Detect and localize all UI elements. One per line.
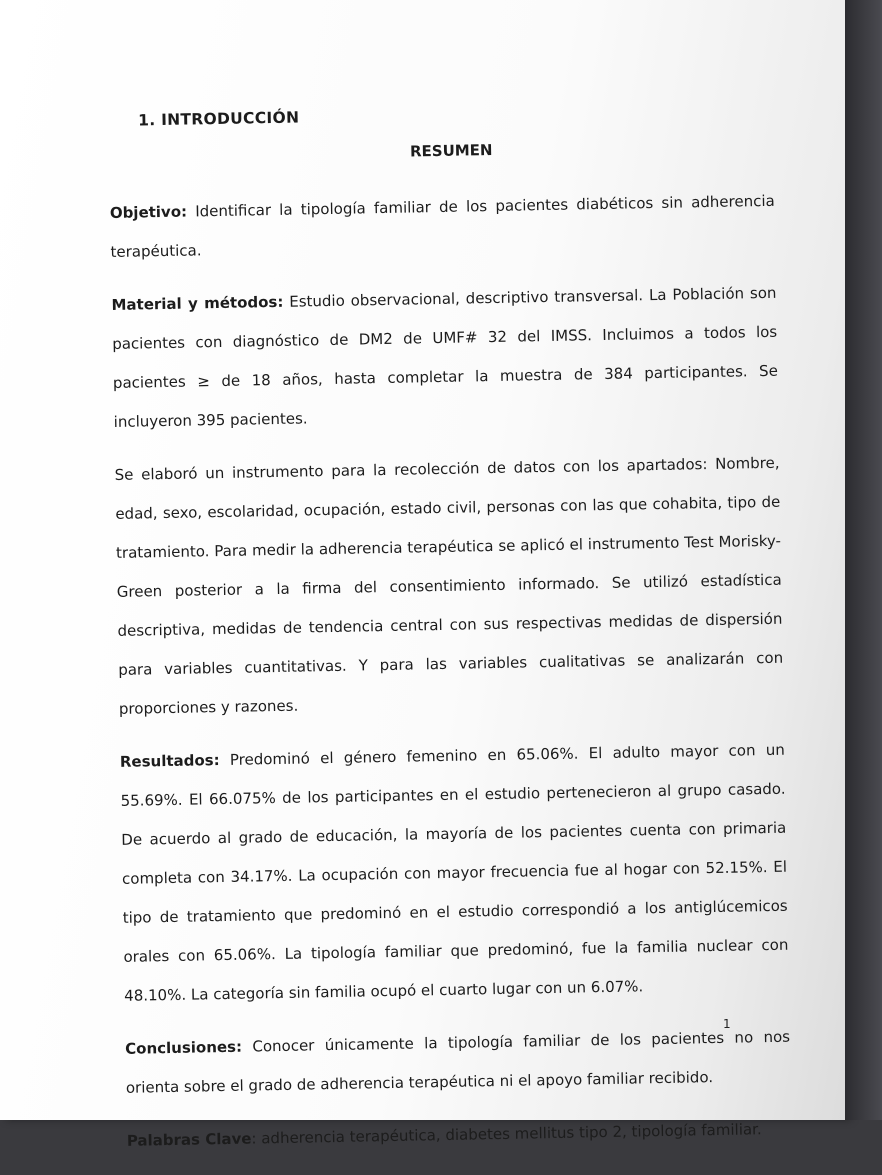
- page-number: 1: [723, 1017, 731, 1031]
- paragraph-instrumento: [114, 444, 784, 729]
- paragraph-objetivo: [110, 182, 776, 272]
- section-heading: 1. INTRODUCCIÓN: [137, 108, 300, 130]
- text-objetivo: Identificar la tipología familiar de los pacientes diabéticos sin adherencia terapéutica.: [110, 191, 775, 261]
- label-resultados: Resultados:: [119, 751, 220, 771]
- text-instrumento: Se elaboró un instrumento para la recolección de datos con los apartados: Nombre, edad, sexo, escolaridad, ocupación, estado civil, personas con las que cohabita, tipo de tratamiento. Para medir la adherencia terapéutica se aplicó el instrumento Test Morisky-Green posterior a la firma del consentimiento informado. Se utilizó estadística descriptiva, medidas de tendencia central con sus respectivas medidas de dispersión para variables cuantitativas. Y para las variables cualitativas se analizarán con proporciones y razones.: [114, 453, 784, 718]
- paragraph-material: [111, 274, 779, 442]
- text-palabras-clave: : adherencia terapéutica, diabetes mellitus tipo 2, tipología familiar.: [251, 1120, 762, 1148]
- label-conclusiones: Conclusiones:: [125, 1037, 243, 1058]
- paragraph-conclusiones: [125, 1018, 791, 1108]
- label-material: Material y métodos:: [111, 292, 284, 314]
- paragraph-resultados: [120, 731, 790, 1016]
- abstract-title: RESUMEN: [409, 140, 493, 161]
- text-material: Estudio observacional, descriptivo transversal. La Población son pacientes con diagnóstico de DM2 de UMF# 32 del IMSS. Incluimos a todos los pacientes ≥ de 18 años, hasta completar la muestra de 384 participantes. Se incluyeron 395 pacientes.: [112, 283, 779, 431]
- paragraph-palabras-clave: [127, 1110, 793, 1161]
- text-conclusiones: Conocer únicamente la tipología familiar de los pacientes no nos orienta sobre el grado de adherencia terapéutica ni el apoyo familiar recibido.: [125, 1027, 791, 1097]
- text-resultados: Predominó el género femenino en 65.06%. El adulto mayor con un 55.69%. El 66.075% de los participantes en el estudio pertenecieron al grupo casado. De acuerdo al grado de educación, la mayoría de los pacientes cuenta con primaria completa con 34.17%. La ocupación con mayor frecuencia fue al hogar con 52.15%. El tipo de tratamiento que predominó en el estudio correspondió a los antiglúcemicos orales con 65.06%. La tipología familiar que predominó, fue la familia nuclear con 48.10%. La categoría sin familia ocupó el cuarto lugar con un 6.07%.: [120, 740, 789, 1005]
- page-edge-shadow: [845, 0, 882, 1120]
- label-palabras-clave: Palabras Clave: [126, 1129, 252, 1150]
- document-content: [108, 100, 792, 1175]
- label-objetivo: Objetivo:: [109, 202, 188, 222]
